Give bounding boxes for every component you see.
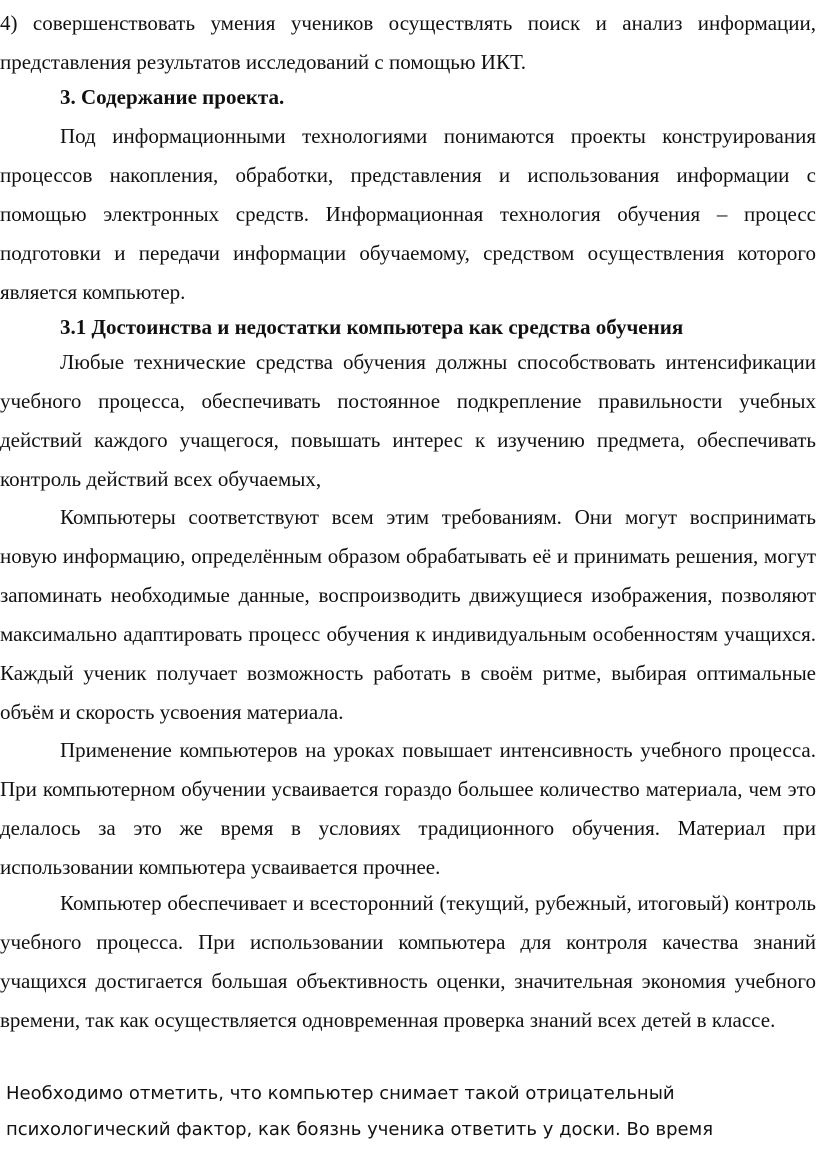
section-3-heading: 3. Содержание проекта.	[60, 85, 285, 109]
section-3-paragraph: Под информационными технологиями понимаются проекты конструирования процессов накопления, обработки, представления и использования информации с помощью электронных средств. Информационная технология обучения – процесс подготовки и передачи информации обучаемому, средством осуществления которого является компьютер.	[0, 124, 816, 304]
paragraph-computers-meet-requirements: Компьютеры соответствуют всем этим требованиям. Они могут воспринимать новую информацию, определённым образом обрабатывать её и принимать решения, могут запоминать необходимые данные, воспроизводить движущиеся изображения, позволяют максимально адаптировать процесс обучения к индивидуальным особенностям учащихся. Каждый ученик получает возможность работать в своём ритме, выбирая оптимальные объём и скорость усвоения материала.	[0, 505, 816, 724]
list-item-4: 4) совершенствовать умения учеников осуществлять поиск и анализ информации, представления результатов исследований с помощью ИКТ.	[0, 11, 816, 74]
final-paragraph	[6, 1076, 806, 1148]
paragraph-control: Компьютер обеспечивает и всесторонний (текущий, рубежный, итоговый) контроль учебного процесса. При использовании компьютера для контроля качества знаний учащихся достигается большая объективность оценки, значительная экономия учебного времени, так как осуществляется одновременная проверка знаний всех детей в классе.	[0, 891, 816, 1032]
paragraph-intensity: Применение компьютеров на уроках повышает интенсивность учебного процесса. При компьютерном обучении усваивается гораздо большее количество материала, чем это делалось за это же время в условиях традиционного обучения. Материал при использовании компьютера усваивается прочнее.	[0, 738, 816, 879]
final-paragraph-line-2: психологический фактор, как боязнь ученика ответить у доски. Во время	[6, 1119, 714, 1140]
final-paragraph-line-1: Необходимо отметить, что компьютер снимает такой отрицательный	[6, 1083, 675, 1104]
paragraph-technical-means: Любые технические средства обучения должны способствовать интенсификации учебного процесса, обеспечивать постоянное подкрепление правильности учебных действий каждого учащегося, повышать интерес к изучению предмета, обеспечивать контроль действий всех обучаемых,	[0, 350, 816, 491]
section-3-1-heading: 3.1 Достоинства и недостатки компьютера как средства обучения	[60, 315, 684, 339]
